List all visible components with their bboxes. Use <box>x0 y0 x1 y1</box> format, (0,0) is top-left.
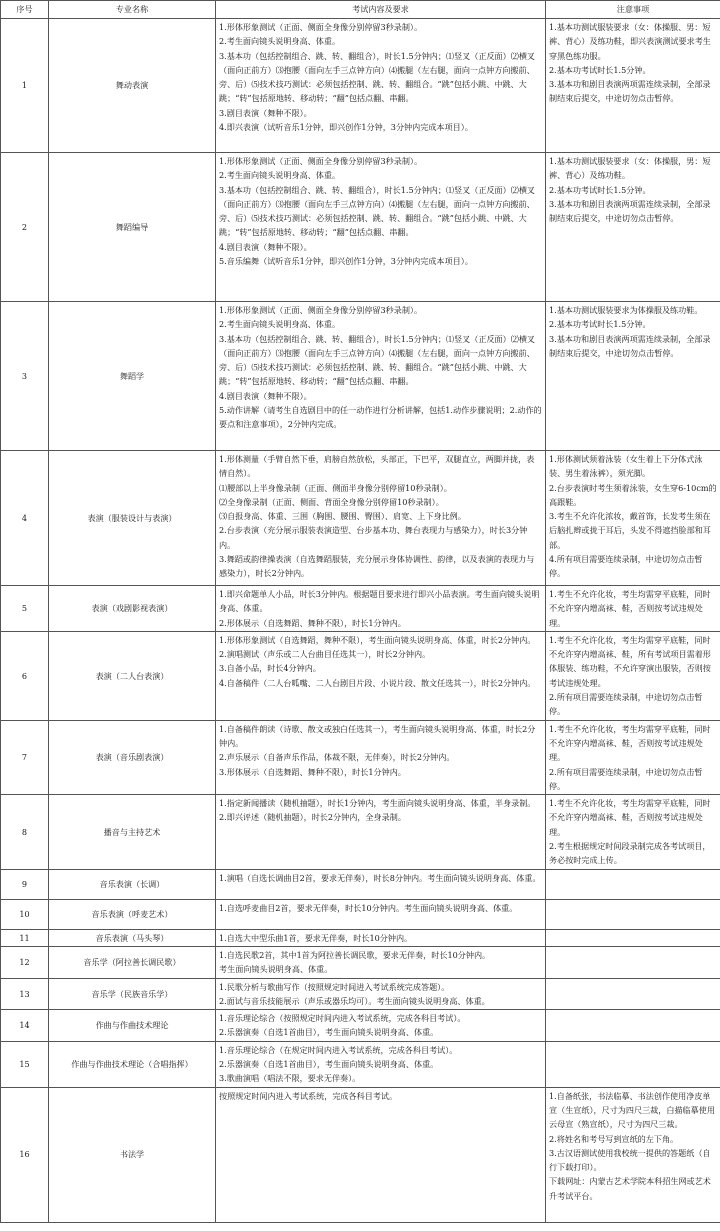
note-line: 2.台步表演时考生须着泳装，女生穿6-10cm的高跟鞋。 <box>549 482 717 507</box>
exam-content <box>216 978 546 1010</box>
row-index: 8 <box>1 795 49 869</box>
major-name: 表演（音乐剧表演） <box>49 720 216 794</box>
content-line: 1.自选大中型乐曲1首，要求无伴奏，时长10分钟内。 <box>219 932 413 943</box>
note-line: 1.考生不允许化妆，考生均需穿平底鞋，同时不允许穿内增高袜、鞋，否则按考试违规处理。 <box>549 589 711 628</box>
exam-notes <box>546 946 720 978</box>
exam-content <box>216 302 546 451</box>
note-line: 4.所有项目需要连续录制，中途切勿点击暂停。 <box>549 554 703 579</box>
note-line: 2.考生根据规定时间段录制完成各考试项目，务必按时完成上传。 <box>549 841 711 866</box>
row-index: 16 <box>1 1087 49 1222</box>
header-notes: 注意事项 <box>546 1 720 19</box>
exam-content <box>216 631 546 720</box>
exam-content <box>216 153 546 302</box>
content-line: 1.形体形象测试（正面、侧面全身像分别停留3秒录制）。 <box>219 156 423 166</box>
table-row <box>1 795 720 869</box>
content-line: 3.形体展示（自选舞蹈、舞种不限），时长1分钟内。 <box>219 766 406 777</box>
table-row <box>1 946 720 978</box>
exam-notes <box>546 1010 720 1042</box>
major-name: 舞蹈学 <box>49 302 216 451</box>
table-header-row <box>1 1 720 19</box>
exam-content <box>216 899 546 929</box>
row-index: 13 <box>1 978 49 1010</box>
content-line: 4.剧目表演（舞种不限）。 <box>219 390 312 401</box>
major-name: 音乐表演（长调） <box>49 869 216 899</box>
content-line: 1.自选呼麦曲目2首，要求无伴奏，时长10分钟内。考生面向镜头说明身高、体重。 <box>219 902 518 913</box>
header-major: 专业名称 <box>49 1 216 19</box>
note-line: 2.基本功考试时长1.5分钟。 <box>549 64 651 75</box>
exam-notes <box>546 929 720 946</box>
exam-content <box>216 720 546 794</box>
content-line: 2.即兴评述（随机抽题），时长2分钟内，全身录制。 <box>219 812 406 823</box>
table-row <box>1 302 720 451</box>
exam-notes <box>546 302 720 451</box>
row-index: 6 <box>1 631 49 720</box>
major-name: 舞蹈编导 <box>49 153 216 302</box>
header-index: 序号 <box>1 1 49 19</box>
table-row <box>1 978 720 1010</box>
exam-notes <box>546 153 720 302</box>
content-line: 1.即兴命题单人小品，时长3分钟内。根据题目要求进行即兴小品表演。考生面向镜头说明身高、体重。 <box>219 589 540 614</box>
content-line: 2.考生面向镜头说明身高、体重。 <box>219 319 341 330</box>
content-line: 1.音乐理论综合（按照规定时间内进入考试系统，完成各科目考试）。 <box>219 1013 466 1024</box>
note-line: 2.所有项目需要连续录制，中途切勿点击暂停。 <box>549 766 703 791</box>
table-body <box>1 19 720 1223</box>
exam-notes <box>546 631 720 720</box>
content-line: 4.即兴表演（试听音乐1分钟，即兴创作1分钟，3分钟内完成本项目）。 <box>219 122 473 133</box>
content-line: 2.乐器演奏（自选1首曲目），考生面向镜头说明身高、体重。 <box>219 1059 439 1070</box>
major-name: 音乐学（民族音乐学） <box>49 978 216 1010</box>
table-row <box>1 586 720 632</box>
content-line: 1.指定新闻播读（随机抽题），时长1分钟内，考生面向镜头说明身高、体重，半身录制。 <box>219 798 536 809</box>
note-line: 2.基本功考试时长1.5分钟。 <box>549 184 651 195</box>
exam-content <box>216 1010 546 1042</box>
content-line: 2.考生面向镜头说明身高、体重。 <box>219 36 341 47</box>
content-line: ⑶自报身高、体重、三围（胸围、腰围、臀围）、肩宽、上下身比例。 <box>219 511 466 522</box>
content-line: ⑴腰部以上半身像录制（正面、侧面半身像分别停留10秒录制）。 <box>219 482 452 493</box>
major-name: 表演（二人台表演） <box>49 631 216 720</box>
content-line: 3.基本功（包括控制组合、跳、转、翻组合），时长1.5分钟内；⑴竖叉（正反面）⑵横叉（面向正前方）⑶抱腰（面向左手三点钟方向）⑷搬腿（左右腿，面向一点钟方向搬前、旁、后）⑸技术技巧测试：必须包括控制、跳、转、翻组合。“跳”包括小跳、中跳、大跳；“转”包括原地转、移动转；“翻”包括点翻、串翻。 <box>219 184 536 238</box>
content-line: 按照规定时间内进入考试系统，完成各科目考试。 <box>219 1090 398 1101</box>
content-line: 2.考生面向镜头说明身高、体重。 <box>219 170 341 181</box>
content-line: 3.舞蹈或韵律操表演（自选舞蹈服装，充分展示身体协调性、韵律，以及表演的表现力与感染力），时长2分钟内。 <box>219 554 535 579</box>
content-line: 1.自选民歌2首，其中1首为阿拉善长调民歌，要求无伴奏，时长10分钟内。 <box>219 949 491 960</box>
note-line: 下载网址：内蒙古艺术学院本科招生网或艺术升考试平台。 <box>549 1176 711 1201</box>
row-index: 10 <box>1 899 49 929</box>
content-line: ⑵全身像录制（正面、侧面、背面全身像分别停留10秒录制）。 <box>219 496 444 507</box>
content-line: 2.台步表演（充分展示服装表演造型、台步基本功、舞台表现力与感染力），时长3分钟内。 <box>219 525 528 550</box>
major-name: 表演（服装设计与表演） <box>49 451 216 586</box>
table-row <box>1 1041 720 1087</box>
table-row <box>1 451 720 586</box>
major-name: 音乐学（阿拉善长调民歌） <box>49 946 216 978</box>
note-line: 1.考生不允许化妆，考生均需穿平底鞋，同时不允许穿内增高袜、鞋，否则按考试违规处理。 <box>549 798 711 837</box>
table-row <box>1 929 720 946</box>
note-line: 3.考生不允许化浓妆，戴首饰，长发考生须在后脑扎辫或拢于耳后，头发不得遮挡脸部和耳部。 <box>549 511 711 550</box>
note-line: 3.基本功和剧目表演两项需连续录制，全部录制结束后提交，中途切勿点击暂停。 <box>549 333 711 358</box>
exam-content <box>216 586 546 632</box>
row-index: 7 <box>1 720 49 794</box>
exam-notes <box>546 869 720 899</box>
exam-notes <box>546 1041 720 1087</box>
content-line: 1.民歌分析与歌曲写作（按照规定时间进入考试系统完成答题）。 <box>219 981 450 992</box>
table-row <box>1 1087 720 1222</box>
row-index: 12 <box>1 946 49 978</box>
note-line: 1.考生不允许化妆，考生均需穿平底鞋，同时不允许穿内增高袜、鞋，所有考试项目需着形体服装、练功鞋，不允许穿演出服装，否则按考试违规处理。 <box>549 634 711 688</box>
table-row <box>1 153 720 302</box>
content-line: 2.声乐展示（自备声乐作品，体裁不限，无伴奏），时长2分钟内。 <box>219 752 455 763</box>
content-line: 1.形体测量（手臂自然下垂，肩膀自然放松，头部正，下巴平，双腿直立，两脚并拢，表情自然）。 <box>219 454 535 479</box>
row-index: 15 <box>1 1041 49 1087</box>
content-line: 5.动作讲解（请考生自选剧目中的任一动作进行分析讲解，包括1.动作步骤说明；2.动作的要点和注意事项），2分钟内完成。 <box>219 405 542 430</box>
major-name: 作曲与作曲技术理论（合唱指挥） <box>49 1041 216 1087</box>
note-line: 2.基本功考试时长1.5分钟。 <box>549 319 651 330</box>
row-index: 11 <box>1 929 49 946</box>
note-line: 2.将姓名和考号写到宣纸的左下角。 <box>549 1133 679 1144</box>
content-line: 1.形体形象测试（自选舞蹈，舞种不限），考生面向镜头说明身高、体重，时长2分钟内。 <box>219 634 536 645</box>
note-line: 3.基本功和剧目表演两项需连续录制，全部录制结束后提交，中途切勿点击暂停。 <box>549 79 711 104</box>
row-index: 14 <box>1 1010 49 1042</box>
major-name: 舞动表演 <box>49 19 216 153</box>
note-line: 1.考生不允许化妆，考生均需穿平底鞋，同时不允许穿内增高袜、鞋，否则按考试违规处理。 <box>549 723 711 763</box>
note-line: 1.基本功测试服装要求为体操服及练功鞋。 <box>549 305 703 315</box>
content-line: 2.乐器演奏（自选1首曲目），考生面向镜头说明身高、体重。 <box>219 1027 439 1038</box>
exam-content <box>216 19 546 153</box>
exam-content <box>216 929 546 946</box>
exam-content <box>216 1041 546 1087</box>
content-line: 1.形体形象测试（正面、侧面全身像分别停留3秒录制）。 <box>219 305 423 315</box>
row-index: 9 <box>1 869 49 899</box>
note-line: 3.古汉语测试使用我校统一提供的答题纸（自行下载打印）。 <box>549 1147 711 1173</box>
exam-notes <box>546 720 720 794</box>
content-line: 3.歌曲演唱（唱法不限，要求无伴奏）。 <box>219 1073 361 1084</box>
content-line: 1.形体形象测试（正面、侧面全身像分别停留3秒录制）。 <box>219 22 423 32</box>
content-line: 2.面试与音乐技能展示（声乐或器乐均可）。考生面向镜头说明身高、体重。 <box>219 995 490 1006</box>
note-line: 1.基本功测试服装要求（女：体操服，男：短裤、背心）及练功鞋。 <box>549 156 711 181</box>
row-index: 2 <box>1 153 49 302</box>
content-line: 考生面向镜头说明身高、体重。 <box>219 964 333 975</box>
content-line: 3.基本功（包括控制组合、跳、转、翻组合），时长1.5分钟内；⑴竖叉（正反面）⑵横叉（面向正前方）⑶抱腰（面向左手三点钟方向）⑷搬腿（左右腿，面向一点钟方向搬前、旁、后）⑸技术技巧测试：必须包括控制、跳、转、翻组合。“跳”包括小跳、中跳、大跳；“转”包括原地转、移动转；“翻”包括点翻、串翻。 <box>219 333 536 387</box>
table-row <box>1 1010 720 1042</box>
exam-content <box>216 795 546 869</box>
content-line: 1.演唱（自选长调曲目2首，要求无伴奏），时长8分钟内。考生面向镜头说明身高、体重。 <box>219 872 541 883</box>
note-line: 3.基本功和剧目表演两项需连续录制，全部录制结束后提交，中途切勿点击暂停。 <box>549 198 711 224</box>
exam-content <box>216 1087 546 1222</box>
content-line: 2.形体展示（自选舞蹈、舞种不限），时长1分钟内。 <box>219 617 406 628</box>
header-content: 考试内容及要求 <box>216 1 546 19</box>
note-line: 1.形体测试须着泳装（女生着上下分体式泳装、男生着泳裤），须光脚。 <box>549 454 703 479</box>
content-line: 3.剧目表演（舞种不限）。 <box>219 107 312 118</box>
exam-content <box>216 946 546 978</box>
content-line: 4.剧目表演（舞种不限）。 <box>219 241 312 252</box>
major-name: 表演（戏剧影视表演） <box>49 586 216 632</box>
row-index: 5 <box>1 586 49 632</box>
row-index: 1 <box>1 19 49 153</box>
major-name: 书法学 <box>49 1087 216 1222</box>
exam-notes <box>546 899 720 929</box>
table-row <box>1 899 720 929</box>
content-line: 5.音乐编舞（试听音乐1分钟，即兴创作1分钟，3分钟内完成本项目）。 <box>219 256 473 267</box>
content-line: 2.演唱测试（声乐或二人台曲目任选其一），时长2分钟内。 <box>219 649 431 660</box>
exam-content <box>216 869 546 899</box>
row-index: 3 <box>1 302 49 451</box>
major-name: 音乐表演（呼麦艺术） <box>49 899 216 929</box>
note-line: 1.自备纸张，书法临摹、书法创作使用净皮单宣（生宣纸），尺寸为四尺三裁，白描临摹使用云母宣（熟宣纸），尺寸为四尺三裁。 <box>549 1090 715 1130</box>
content-line: 1.自备稿件朗读（诗歌、散文或独白任选其一），考生面向镜头说明身高、体重，时长2分钟内。 <box>219 723 536 748</box>
exam-notes <box>546 1087 720 1222</box>
exam-notes <box>546 586 720 632</box>
table-row <box>1 19 720 153</box>
note-line: 1.基本功测试服装要求（女：体操服、男：短裤、背心）及练功鞋，即兴表演测试要求考生穿黑色练功服。 <box>549 22 711 61</box>
table-row <box>1 869 720 899</box>
content-line: 3.自备小品，时长4分钟内。 <box>219 663 321 674</box>
content-line: 3.基本功（包括控制组合、跳、转、翻组合），时长1.5分钟内；⑴竖叉（正反面）⑵横叉（面向正前方）⑶抱腰（面向左手三点钟方向）⑷搬腿（左右腿，面向一点钟方向搬前、旁、后）⑸技术技巧测试：必须包括控制、跳、转、翻组合。“跳”包括小跳、中跳、大跳；“转”包括原地转、移动转；“翻”包括点翻、串翻。 <box>219 50 536 104</box>
exam-content <box>216 451 546 586</box>
exam-notes <box>546 19 720 153</box>
exam-notes <box>546 978 720 1010</box>
exam-notes <box>546 795 720 869</box>
content-line: 4.自备稿件（二人台呱嘴、二人台剧目片段、小说片段、散文任选其一），时长2分钟内。 <box>219 677 536 688</box>
content-line: 1.音乐理论综合（在规定时间内进入考试系统，完成各科目考试）。 <box>219 1044 458 1055</box>
major-name: 音乐表演（马头琴） <box>49 929 216 946</box>
table-row <box>1 631 720 720</box>
exam-notes <box>546 451 720 586</box>
table-row <box>1 720 720 794</box>
major-name: 播音与主持艺术 <box>49 795 216 869</box>
note-line: 2.所有项目需要连续录制，中途切勿点击暂停。 <box>549 692 703 717</box>
major-name: 作曲与作曲技术理论 <box>49 1010 216 1042</box>
row-index: 4 <box>1 451 49 586</box>
